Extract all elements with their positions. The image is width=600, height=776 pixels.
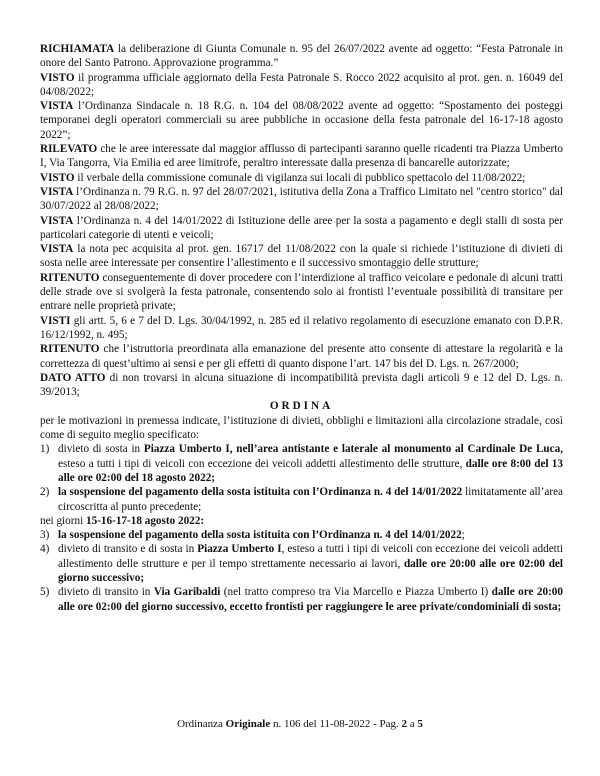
premise: [40, 371, 563, 400]
item-bold-text: Via Garibaldi: [153, 586, 221, 599]
list-item: [40, 485, 563, 514]
premise-keyword: VISTA: [40, 214, 74, 227]
item-plain-text: divieto di sosta in: [58, 443, 144, 456]
ordina-heading: ORDINA: [269, 400, 334, 413]
premises: [40, 42, 563, 399]
list-item: [40, 442, 563, 485]
item-text: [58, 485, 563, 514]
footer-page-total: 5: [417, 718, 423, 730]
item-number: 1): [40, 443, 50, 456]
premise-keyword: DATO ATTO: [40, 371, 106, 384]
premise-text: che l’istruttoria preordinata alla emanazione del presente atto consente di attestare la regolarità e la correttezza di quest’ultimo ai sensi e per gli effetti di quanto dispone l’art. 147 bis del D. Lgs. n. 267/2000;: [40, 343, 563, 370]
list-item: [40, 585, 563, 614]
footer-text: Ordinanza: [177, 718, 226, 730]
premise-text: la deliberazione di Giunta Comunale n. 95 del 26/07/2022 avente ad oggetto: “Festa Patronale in onore del Santo Patrono. Approvazione programma.”: [40, 43, 563, 70]
premise-keyword: VISTA: [40, 243, 74, 256]
days-line-dates: 15-16-17-18 agosto 2022:: [86, 514, 205, 527]
days-line: [40, 514, 563, 528]
premise: [40, 99, 563, 142]
premise: [40, 142, 563, 171]
premise-text: che le aree interessate dal maggior afflusso di partecipanti saranno quelle ricadenti tra Piazza Umberto I, Via Tangorra, Via Emilia ed aree limitrofe, peraltro interessate dalla presenza di bancarelle autorizzate;: [40, 143, 563, 170]
premise-keyword: VISTI: [40, 314, 71, 327]
premise-text: la nota pec acquisita al prot. gen. 16717 del 11/08/2022 con la quale si richiede l’istituzione di divieti di sosta nelle aree interessate per consentire l’allestimento e il successivo smontaggio delle strutture;: [40, 243, 563, 270]
item-text: [58, 585, 563, 614]
item-plain-text: , esteso a tutti i tipi di veicoli con eccezione dei veicoli addetti allestimento delle strutture e per il tempo strettamente necessario ai lavori,: [58, 543, 563, 570]
item-bold-text: Piazza Umberto I, nell’area antistante e laterale al monumento al Cardinale De Luca,: [143, 443, 563, 456]
document-body: [40, 42, 563, 614]
premise-keyword: RITENUTO: [40, 271, 100, 284]
item-number: 3): [40, 529, 50, 542]
premise-text: di non trovarsi in alcuna situazione di incompatibilità prevista dagli articoli 9 e 12 del D. Lgs. n. 39/2013;: [40, 371, 563, 399]
item-number: 4): [40, 543, 50, 556]
item-bold-text: Piazza Umberto I: [197, 543, 282, 556]
list-item: [40, 542, 563, 585]
days-line-text: nei giorni: [40, 514, 86, 527]
ordina-intro: per le motivazioni in premessa indicate, l’istituzione di divieti, obblighi e limitazioni alla circolazione stradale, così come di seguito meglio specificato:: [40, 414, 563, 442]
item-bold-text: dalle ore 20:00 alle ore 02:00 del giorno successivo, eccetto frontisti per raggiungere le aree private/condominiali di sosta;: [58, 586, 563, 613]
premise: [40, 42, 563, 71]
premise-keyword: VISTO: [40, 71, 75, 84]
premise-text: il programma ufficiale aggiornato della Festa Patronale S. Rocco 2022 acquisito al prot. gen. n. 16049 del 04/08/2022;: [40, 71, 563, 98]
item-bold-text: dalle ore 20:00 alle ore 02:00 del giorno successivo;: [58, 557, 563, 584]
item-plain-text: divieto di transito e di sosta in: [58, 543, 198, 556]
premise-keyword: RILEVATO: [40, 143, 98, 156]
item-bold-text: dalle ore 8:00 del 13 alle ore 02:00 del 18 agosto 2022;: [58, 457, 563, 484]
item-text: [58, 442, 563, 485]
item-text: [58, 528, 563, 542]
footer-text: a: [407, 718, 418, 730]
item-plain-text: (nel tratto compreso tra Via Marcello e Piazza Umberto I): [220, 586, 492, 599]
item-plain-text: limitatamente all’area circoscritta al punto precedente;: [58, 486, 564, 513]
item-text: [58, 542, 563, 585]
premise-keyword: RITENUTO: [40, 343, 100, 356]
item-plain-text: esteso a tutti i tipi di veicoli con eccezione dei veicoli addetti allestimento delle strutture,: [58, 457, 466, 470]
page-footer: [0, 717, 600, 731]
premise: [40, 71, 563, 100]
premise-text: l’Ordinanza n. 79 R.G. n. 97 del 28/07/2021, istitutiva della Zona a Traffico Limitato nel "centro storico" dal 30/07/2022 al 28/08/2022;: [40, 185, 563, 213]
premise-text: gli artt. 5, 6 e 7 del D. Lgs. 30/04/1992, n. 285 ed il relativo regolamento di esecuzione emanato con D.P.R. 16/12/1992, n. 495;: [40, 314, 563, 341]
premise-text: l’Ordinanza n. 4 del 14/01/2022 di Istituzione delle aree per la sosta a pagamento e degli stalli di sosta per particolari categorie di utenti e veicoli;: [40, 214, 563, 241]
premise: [40, 271, 563, 314]
premise-keyword: VISTO: [40, 171, 75, 184]
item-number: 5): [40, 586, 50, 599]
item-number: 2): [40, 486, 50, 499]
premise-text: conseguentemente di dover procedere con l’interdizione al traffico veicolare e pedonale di alcuni tratti delle strade ove si svolgerà la festa patronale, consentendo solo ai frontisti l’eventuale possibilità di transitare per entrare nelle proprietà private;: [40, 271, 563, 313]
list-item: [40, 528, 563, 542]
item-bold-text: la sospensione del pagamento della sosta istituita con l’Ordinanza n. 4 del 14/01/2022: [58, 529, 462, 542]
premise: [40, 171, 563, 185]
premise-keyword: VISTA: [40, 100, 74, 113]
footer-original-label: Originale: [225, 718, 271, 730]
premise: [40, 314, 563, 343]
item-bold-text: la sospensione del pagamento della sosta istituita con l’Ordinanza n. 4 del 14/01/2022: [58, 486, 463, 499]
item-plain-text: divieto di transito in: [58, 586, 154, 599]
footer-text: n. 106 del 11-08-2022 - Pag.: [270, 718, 402, 730]
premise: [40, 342, 563, 371]
premise: [40, 242, 563, 271]
premise: [40, 214, 563, 243]
premise-keyword: RICHIAMATA: [40, 43, 115, 55]
premise-text: l’Ordinanza Sindacale n. 18 R.G. n. 104 del 08/08/2022 avente ad oggetto: “Spostamento dei posteggi temporanei degli operatori commerciali su aree pubbliche in occasione della festa patronale del 16-17-18 agosto 2022”;: [40, 100, 563, 141]
premise: [40, 185, 563, 214]
premise-text: il verbale della commissione comunale di vigilanza sui locali di pubblico spettacolo del 11/08/2022;: [74, 171, 526, 184]
footer-page-number: 2: [401, 718, 408, 730]
item-plain-text: ;: [461, 529, 465, 542]
premise-keyword: VISTA: [40, 185, 74, 198]
